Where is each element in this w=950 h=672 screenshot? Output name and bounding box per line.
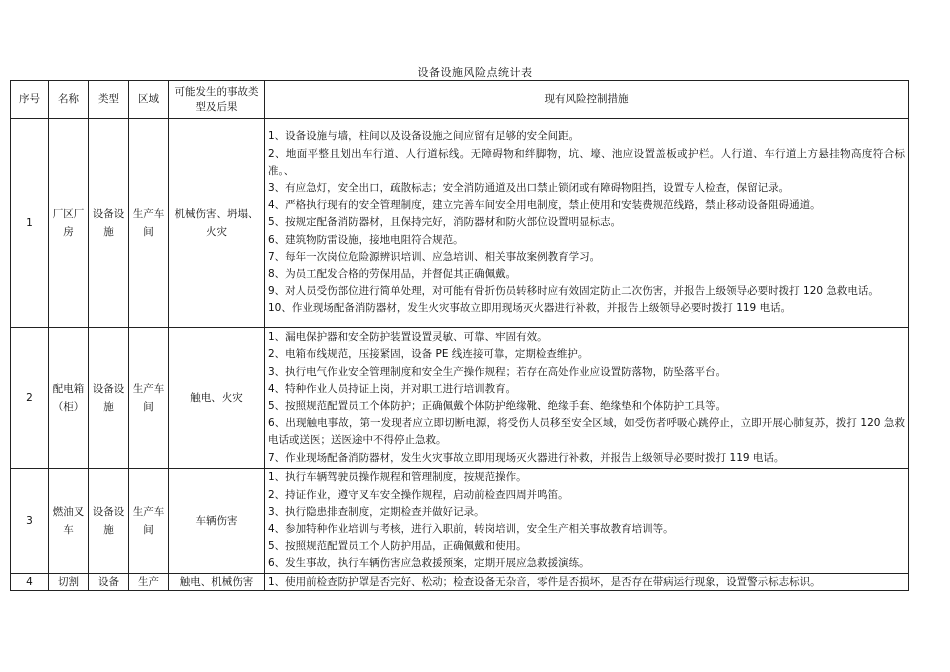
measure-item: 1、漏电保护器和安全防护装置设置灵敏、可靠、牢固有效。	[268, 331, 548, 344]
cell-no: 1	[11, 119, 49, 328]
measure-item: 3、执行隐患排查制度，定期检查并做好记录。	[268, 505, 485, 518]
cell-hazard: 触电、火灾	[169, 328, 265, 469]
cell-area: 生产	[129, 574, 169, 591]
measure-item: 2、电箱布线规范，压接紧固，设备 PE 线连接可靠，定期检查维护。	[268, 348, 589, 361]
cell-name: 配电箱（柜）	[49, 328, 89, 469]
measure-item: 1、使用前检查防护罩是否完好、松动；检查设备无杂音，零件是否损坏，是否存在带病运行现象，设置警示标志标识。	[268, 575, 821, 588]
header-type: 类型	[89, 81, 129, 119]
cell-name: 切割	[49, 574, 89, 591]
measure-item: 5、按规定配备消防器材，且保持完好，消防器材和防火部位设置明显标志。	[268, 216, 622, 229]
header-hazard: 可能发生的事故类型及后果	[169, 81, 265, 119]
document-title: 设备设施风险点统计表	[417, 66, 533, 79]
header-no: 序号	[11, 81, 49, 119]
cell-no: 4	[11, 574, 49, 591]
table-row	[11, 328, 909, 469]
measure-item: 7、每年一次岗位危险源辨识培训、应急培训、相关事故案例教育学习。	[268, 250, 601, 263]
cell-type: 设备设施	[89, 328, 129, 469]
measure-item: 6、出现触电事故，第一发现者应立即切断电源，将受伤人员移至安全区域，如受伤者呼吸心跳停止，立即开展心肺复苏，拨打 120 急救电话或送医；送医途中不得停止急救。	[268, 417, 905, 447]
measure-item: 1、执行车辆驾驶员操作规程和管理制度，按规范操作。	[268, 471, 527, 484]
table-row	[11, 469, 909, 574]
cell-name: 燃油叉车	[49, 469, 89, 574]
measure-item: 3、执行电气作业安全管理制度和安全生产操作规程；若存在高处作业应设置防落物，防坠落平台。	[268, 365, 727, 378]
cell-measures	[265, 469, 909, 574]
measure-item: 3、有应急灯，安全出口，疏散标志；安全消防通道及出口禁止锁闭或有障碍物阻挡，设置专人检查，保留记录。	[268, 181, 790, 194]
header-area: 区域	[129, 81, 169, 119]
header-name: 名称	[49, 81, 89, 119]
measure-item: 6、发生事故，执行车辆伤害应急救援预案，定期开展应急救援演练。	[268, 557, 590, 570]
measure-item: 9、对人员受伤部位进行简单处理，对可能有骨折伤员转移时应有效固定防止二次伤害，并报告上级领导必要时拨打 120 急救电话。	[268, 285, 879, 298]
cell-type: 设备设施	[89, 119, 129, 328]
measure-item: 1、设备设施与墙，柱间以及设备设施之间应留有足够的安全间距。	[268, 130, 580, 143]
header-measures: 现有风险控制措施	[265, 81, 909, 119]
measure-item: 4、严格执行现有的安全管理制度，建立完善车间安全用电制度，禁止使用和安装费规范线路，禁止移动设备阻碍通道。	[268, 199, 821, 212]
cell-area: 生产车间	[129, 328, 169, 469]
cell-name: 厂区厂房	[49, 119, 89, 328]
cell-no: 3	[11, 469, 49, 574]
header-row	[11, 81, 909, 119]
measure-item: 10、作业现场配备消防器材，发生火灾事故立即用现场灭火器进行补救，并报告上级领导必要时拨打 119 电话。	[268, 302, 792, 315]
measure-item: 2、持证作业，遵守叉车安全操作规程，启动前检查四周并鸣笛。	[268, 488, 569, 501]
cell-area: 生产车间	[129, 469, 169, 574]
measure-item: 8、为员工配发合格的劳保用品，并督促其正确佩戴。	[268, 268, 517, 280]
measure-item: 5、按照规范配置员工个体防护；正确佩戴个体防护绝缘靴、绝缘手套、绝缘垫和个体防护工具等。	[268, 400, 727, 412]
measure-item: 4、参加特种作业培训与考核，进行入职前，转岗培训，安全生产相关事故教育培训等。	[268, 523, 674, 535]
cell-hazard: 车辆伤害	[169, 469, 265, 574]
cell-type: 设备设施	[89, 469, 129, 574]
cell-measures	[265, 574, 909, 591]
measure-item: 6、建筑物防雷设施，接地电阻符合规范。	[268, 233, 464, 246]
cell-hazard: 机械伤害、坍塌、火灾	[169, 119, 265, 328]
risk-table	[10, 80, 909, 591]
measure-item: 5、按照规范配置员工个人防护用品，正确佩戴和使用。	[268, 540, 527, 553]
measure-item: 2、地面平整且划出车行道、人行道标线。无障碍物和绊脚物，坑、壕、池应设置盖板或护栏。人行道、车行道上方悬挂物高度符合标准。、	[268, 147, 905, 177]
cell-no: 2	[11, 328, 49, 469]
cell-measures	[265, 119, 909, 328]
table-row	[11, 574, 909, 591]
table-row	[11, 119, 909, 328]
cell-area: 生产车间	[129, 119, 169, 328]
cell-type: 设备	[89, 574, 129, 591]
cell-measures	[265, 328, 909, 469]
measure-item: 7、作业现场配备消防器材，发生火灾事故立即用现场灭火器进行补救，并报告上级领导必要时拨打 119 电话。	[268, 451, 785, 464]
cell-hazard: 触电、机械伤害	[169, 574, 265, 591]
measure-item: 4、特种作业人员持证上岗，并对职工进行培训教育。	[268, 382, 517, 395]
